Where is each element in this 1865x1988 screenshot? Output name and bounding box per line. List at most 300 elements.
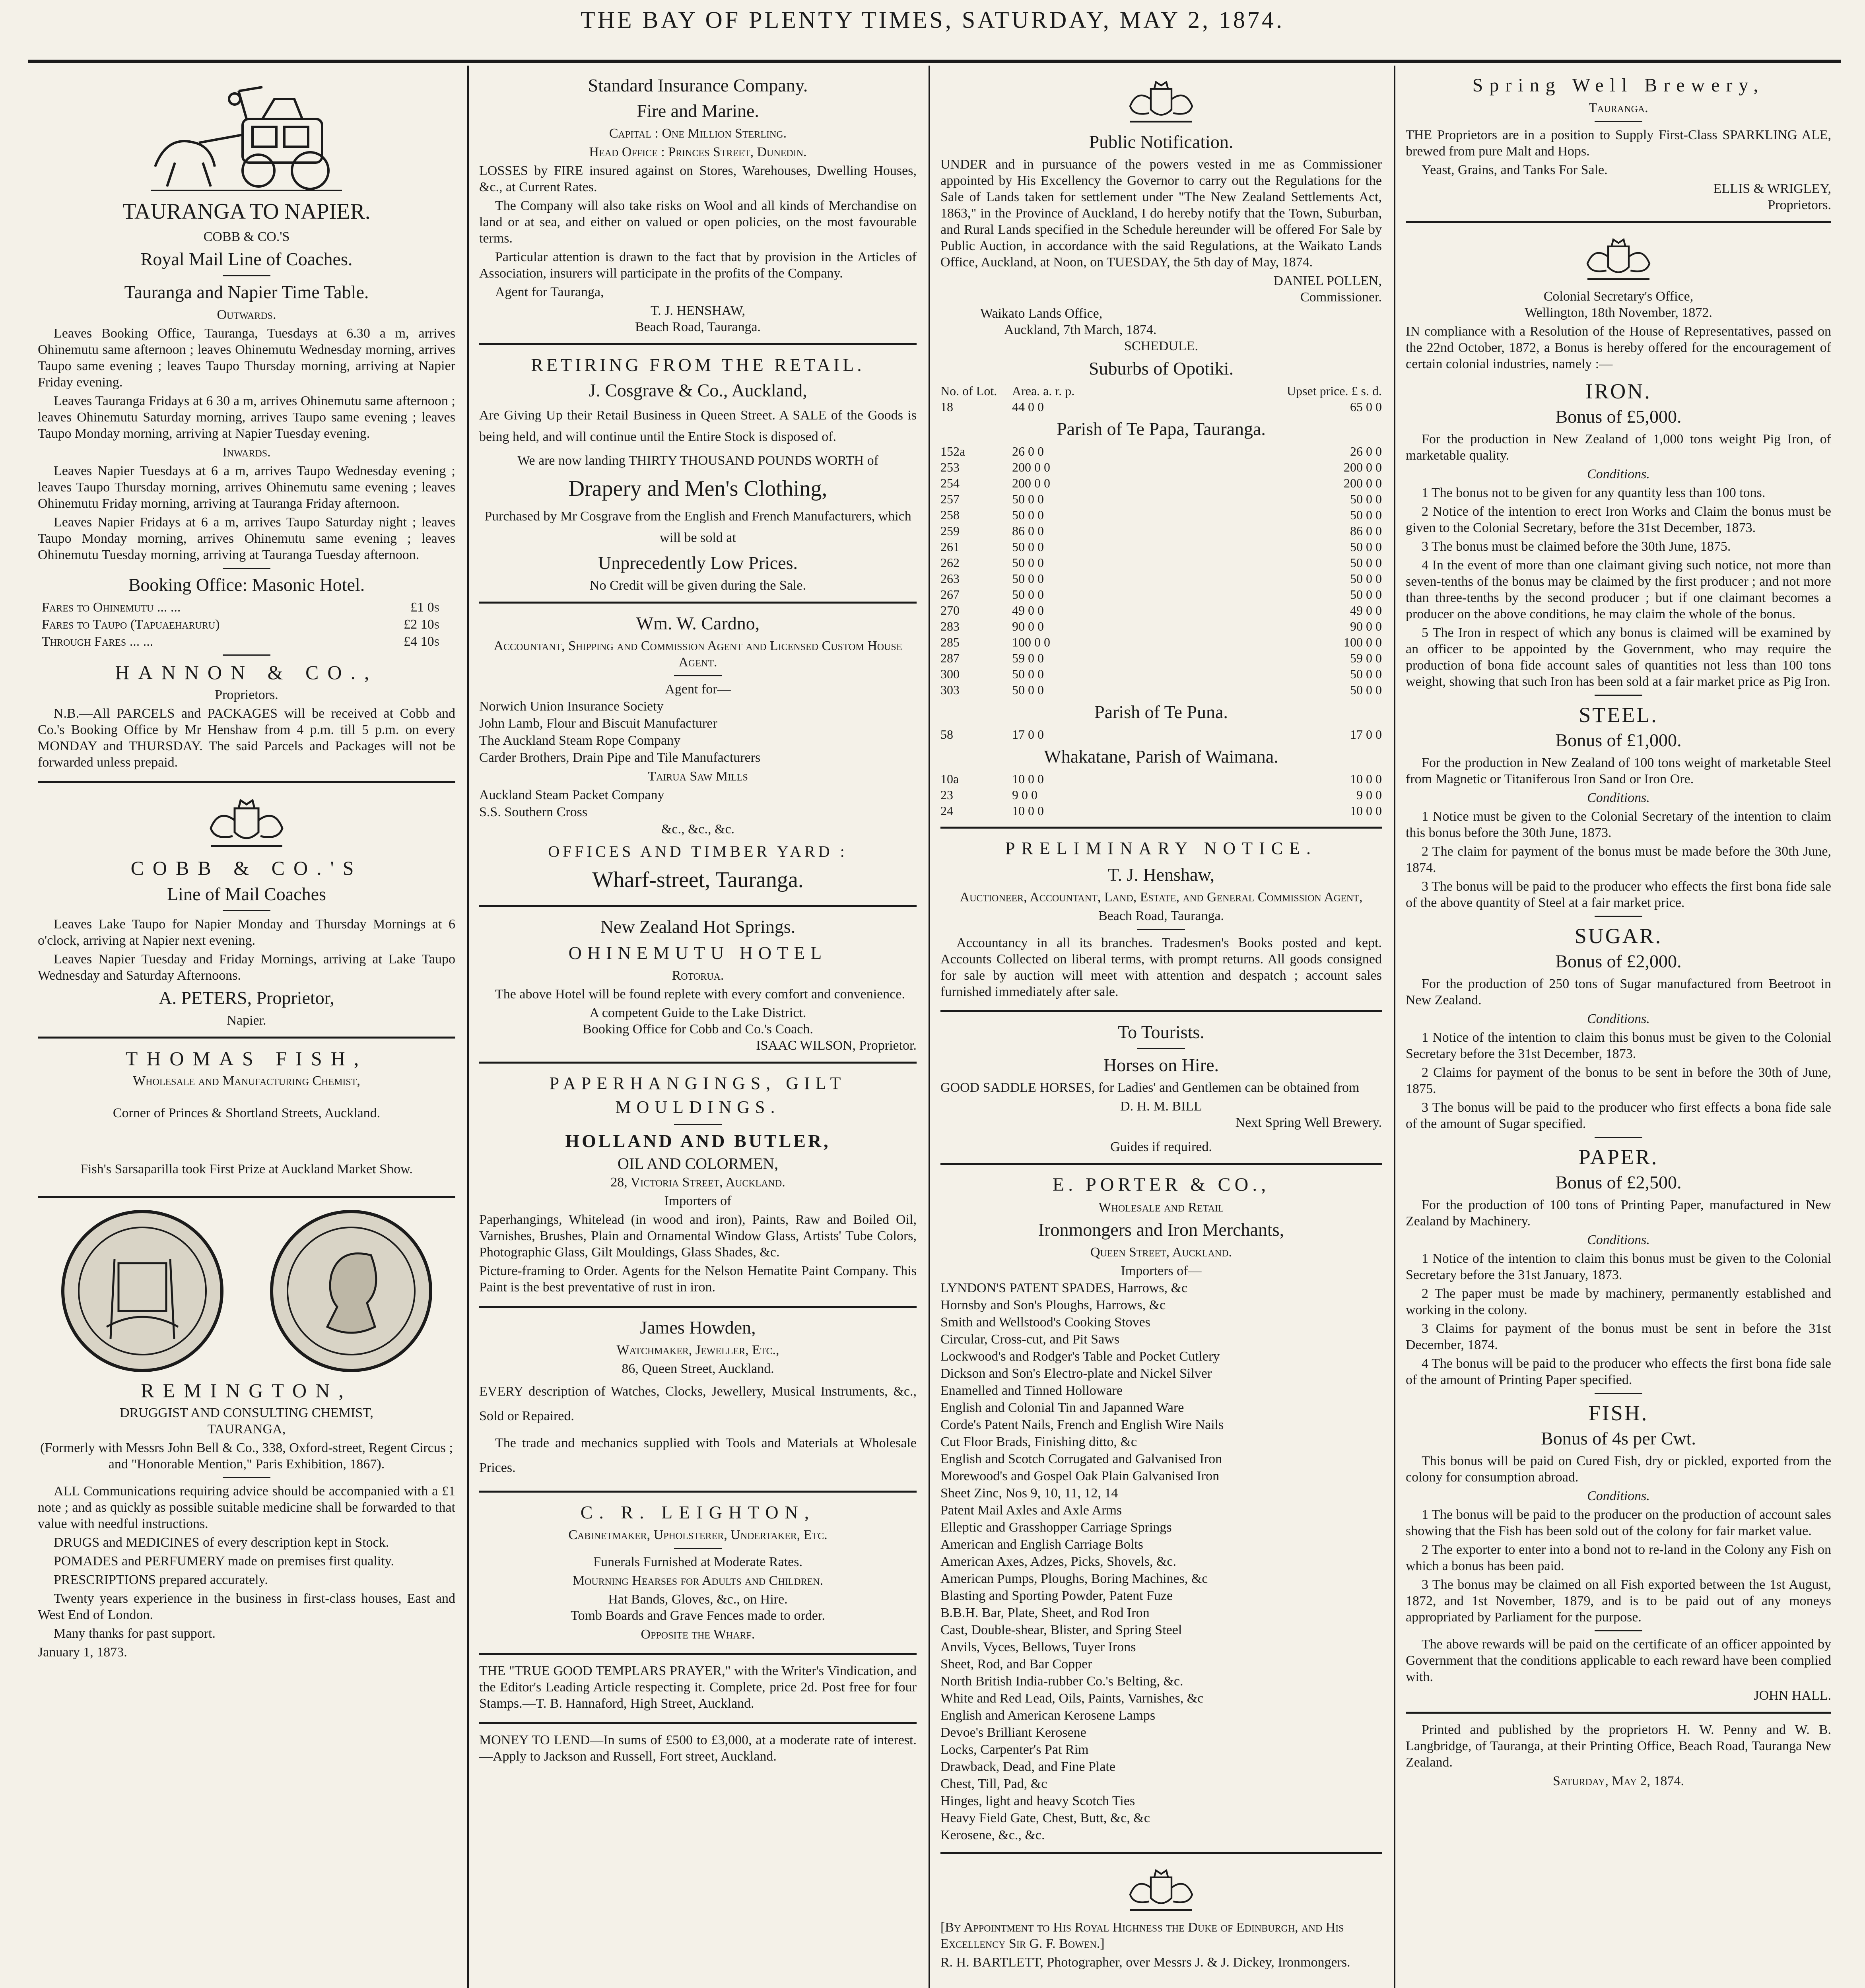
inwards-text: Leaves Napier Fridays at 6 a m, arrives Taupo Saturday night ; leaves Taupo Monday morning, arrives Ohinemutu same evening ; leaves Ohinemutu Tuesday morning, arriving at Tauranga Tuesday afternoon.	[38, 515, 455, 562]
royal-arms-icon	[1571, 233, 1666, 284]
colonial-intro: IN compliance with a Resolution of the House of Representatives, passed on the 22nd October, 1872, a Bonus is hereby offered for the encouragement of certain colonial industries, namely :—	[1406, 324, 1831, 371]
divider	[1595, 916, 1642, 917]
brewery-text: THE Proprietors are in a position to Supply First-Class SPARKLING ALE, brewed from pure Malt and Hops.	[1406, 128, 1831, 159]
hot-springs-title: New Zealand Hot Springs.	[600, 916, 796, 937]
bartlett-appointment: [By Appointment to His Royal Highness the Duke of Edinburgh, and His Excellency Sir G. F. Bowen.]	[940, 1920, 1344, 1951]
lot-price: 50 0 0	[1350, 667, 1382, 681]
royal-arms-icon	[195, 792, 298, 852]
lot-area: 200 0 0	[1012, 460, 1050, 474]
column-4	[1396, 66, 1841, 1988]
coach-owner: COBB & CO.'S	[203, 229, 290, 244]
iron-intro: For the production in New Zealand of 1,000 tons weight Pig Iron, of marketable quality.	[1406, 432, 1831, 463]
schedule-row	[940, 771, 1382, 787]
howden-ad	[479, 1308, 917, 1493]
cobb-mail-place: Napier.	[227, 1013, 266, 1028]
lot-number: 262	[940, 555, 960, 570]
cardno-trade: Accountant, Shipping and Commission Agent and Licensed Custom House Agent.	[493, 639, 902, 670]
leighton-location: Opposite the Wharf.	[641, 1627, 755, 1642]
standard-head-office: Head Office : Princes Street, Dunedin.	[589, 145, 807, 159]
howden-text: The trade and mechanics supplied with Tools and Materials at Wholesale Prices.	[479, 1436, 917, 1475]
lot-price: 86 0 0	[1350, 524, 1382, 538]
schedule-row	[940, 602, 1382, 618]
sugar-condition: 2 Claims for payment of the bonus to be sent in before the 30th of June, 1875.	[1406, 1065, 1831, 1096]
hotel-text: A competent Guide to the Lake District.	[589, 1006, 806, 1020]
public-notification-ad	[940, 66, 1382, 829]
lot-area: 50 0 0	[1012, 540, 1044, 554]
lot-price: 10 0 0	[1350, 804, 1382, 818]
remington-text: Many thanks for past support.	[54, 1626, 216, 1641]
porter-item: North British India-rubber Co.'s Belting, &c.	[940, 1674, 1183, 1689]
howden-address: 86, Queen Street, Auckland.	[622, 1361, 774, 1376]
henshaw-ad	[940, 829, 1382, 1012]
lot-area: 50 0 0	[1012, 508, 1044, 522]
schedule-label: SCHEDULE.	[1124, 339, 1199, 353]
fish-name: THOMAS FISH,	[125, 1047, 368, 1070]
lot-area: 50 0 0	[1012, 555, 1044, 570]
lot-area: 9 0 0	[1012, 788, 1037, 802]
cobb-mail-text: Leaves Napier Tuesday and Friday Mornings, arriving at Lake Taupo Wednesday and Saturday Afternoons.	[38, 952, 455, 983]
holland-trade: OIL AND COLORMEN,	[617, 1155, 779, 1173]
paper-condition: 1 Notice of the intention to claim this bonus must be given to the Colonial Secretary before the 31st January, 1873.	[1406, 1251, 1831, 1282]
standard-title: Standard Insurance Company.	[588, 75, 808, 95]
porter-item: Sheet Zinc, Nos 9, 10, 11, 12, 14	[940, 1486, 1118, 1501]
lot-price: 17 0 0	[1350, 727, 1382, 742]
holland-butler-ad	[479, 1064, 917, 1308]
agency-item: S.S. Southern Cross	[479, 805, 588, 819]
imprint-text: Printed and published by the proprietors H. W. Penny and W. B. Langbridge, of Tauranga, at their Printing Office, Beach Road, Tauranga New Zealand.	[1406, 1722, 1831, 1770]
notification-dated: Auckland, 7th March, 1874.	[1004, 322, 1157, 337]
notification-office: Waikato Lands Office,	[980, 306, 1103, 321]
opotiki-table	[940, 399, 1382, 415]
cobb-mail-text: Leaves Lake Taupo for Napier Monday and Thursday Mornings at 6 o'clock, arriving at Napier next evening.	[38, 917, 455, 948]
howden-name: James Howden,	[640, 1317, 756, 1338]
lot-number: 300	[940, 667, 960, 681]
howden-trade: Watchmaker, Jeweller, Etc.,	[616, 1343, 779, 1357]
holland-address: 28, Victoria Street, Auckland.	[610, 1175, 785, 1190]
cobb-mail-proprietor: A. PETERS, Proprietor,	[159, 988, 334, 1008]
divider	[1595, 1137, 1642, 1138]
porter-item: Patent Mail Axles and Axle Arms	[940, 1503, 1122, 1518]
lot-price: 10 0 0	[1350, 772, 1382, 786]
tourists-ad	[940, 1012, 1382, 1165]
fish-address: Corner of Princes & Shortland Streets, Auckland.	[113, 1106, 381, 1120]
divider	[223, 910, 270, 911]
medal-portrait-icon	[268, 1208, 435, 1375]
fare-row	[42, 599, 439, 615]
cardno-offices: OFFICES AND TIMBER YARD :	[548, 843, 848, 860]
standard-text: The Company will also take risks on Wool and all kinds of Merchandise on land or at sea, and either on valued or open policies, on the most favourable terms.	[479, 198, 917, 246]
brewery-place: Tauranga.	[1589, 101, 1648, 115]
outwards-label: Outwards.	[217, 307, 276, 322]
porter-item: American and English Carriage Bolts	[940, 1537, 1143, 1552]
lot-area: 50 0 0	[1012, 683, 1044, 697]
column-rule	[467, 66, 469, 1988]
cobb-napier-ad	[38, 66, 455, 783]
divider	[1595, 121, 1642, 122]
schedule-row	[940, 634, 1382, 650]
proprietors-label: Proprietors.	[215, 687, 278, 702]
porter-item: English and Colonial Tin and Japanned Ware	[940, 1400, 1184, 1415]
leighton-text: Tomb Boards and Grave Fences made to order.	[571, 1608, 825, 1623]
holland-title: PAPERHANGINGS, GILT MOULDINGS.	[549, 1074, 847, 1117]
schedule-row	[940, 539, 1382, 555]
rewards-text: The above rewards will be paid on the certificate of an officer appointed by Government that the conditions applicable to each reward have been complied with.	[1406, 1637, 1831, 1684]
fish-bonus: Bonus of 4s per Cwt.	[1541, 1428, 1696, 1448]
lot-area: 50 0 0	[1012, 587, 1044, 602]
outwards-text: Leaves Tauranga Fridays at 6 30 a m, arrives Ohinemutu same afternoon ; leaves Ohinemutu Saturday morning, arrives Taupo same evening ; leaves Taupo Monday morning, arriving at Napier Tuesday evening.	[38, 394, 455, 441]
porter-item: Chest, Till, Pad, &c	[940, 1776, 1047, 1791]
paper-intro: For the production of 100 tons of Printing Paper, manufactured in New Zealand by Machinery.	[1406, 1198, 1831, 1229]
henshaw-title: PRELIMINARY NOTICE.	[1005, 839, 1317, 858]
leighton-trade: Cabinetmaker, Upholsterer, Undertaker, Etc.	[568, 1528, 828, 1542]
masthead: THE BAY OF PLENTY TIMES, SATURDAY, MAY 2, 1874.	[580, 7, 1285, 33]
porter-item: Enamelled and Tinned Holloware	[940, 1383, 1123, 1398]
waimana-title: Whakatane, Parish of Waimana.	[1044, 746, 1278, 767]
lot-price: 59 0 0	[1350, 651, 1382, 665]
suburbs-title: Suburbs of Opotiki.	[1088, 358, 1234, 379]
steel-intro: For the production in New Zealand of 100 tons weight of marketable Steel from Magnetic or Titaniferous Iron Sand or Iron Ore.	[1406, 755, 1831, 786]
lot-number: 24	[940, 804, 953, 818]
paper-bonus: Bonus of £2,500.	[1555, 1172, 1682, 1192]
leighton-text: Hat Bands, Gloves, &c., on Hire.	[608, 1592, 788, 1607]
porter-item: Smith and Wellstood's Cooking Stoves	[940, 1315, 1150, 1330]
tourists-guides: Guides if required.	[1110, 1140, 1212, 1154]
agency-item: John Lamb, Flour and Biscuit Manufacturer	[479, 716, 717, 731]
lot-price: 200 0 0	[1344, 460, 1382, 474]
porter-item: English and American Kerosene Lamps	[940, 1708, 1156, 1723]
sugar-bonus: Bonus of £2,000.	[1555, 951, 1682, 971]
lot-number: 258	[940, 508, 960, 522]
standard-text: LOSSES by FIRE insured against on Stores, Warehouses, Dwelling Houses, &c., at Current Rates.	[479, 163, 917, 194]
lot-price: 50 0 0	[1350, 492, 1382, 506]
lot-area: 17 0 0	[1012, 727, 1044, 742]
fish-chemist-ad	[38, 1039, 455, 1198]
fare-row	[42, 633, 439, 650]
lot-price: 9 0 0	[1356, 788, 1382, 802]
column-3	[931, 66, 1392, 1988]
cosgrave-text: Are Giving Up their Retail Business in Queen Street. A SALE of the Goods is being held, and will continue until the Entire Stock is disposed of.	[479, 408, 917, 444]
porter-ad	[940, 1165, 1382, 1854]
cosgrave-goods: Drapery and Men's Clothing,	[568, 476, 828, 501]
column-rule	[929, 66, 930, 1988]
lot-price: 50 0 0	[1350, 587, 1382, 602]
imprint	[1406, 1714, 1831, 1800]
bartlett-ad	[940, 1854, 1382, 1981]
leighton-text: Funerals Furnished at Moderate Rates.	[593, 1555, 802, 1569]
schedule-row	[940, 726, 1382, 742]
porter-item: Kerosene, &c., &c.	[940, 1828, 1045, 1842]
fare-price: £2 10s	[404, 617, 439, 632]
porter-item: Cast, Double-shear, Blister, and Spring Steel	[940, 1623, 1182, 1637]
tourists-address: Next Spring Well Brewery.	[1235, 1115, 1382, 1130]
conditions-label: Conditions.	[1587, 1011, 1650, 1026]
fish-condition: 3 The bonus may be claimed on all Fish exported between the 1st August, 1872, and 1st November, 1879, and is to be paid out of any moneys appropriated by Parliament for the purpose.	[1406, 1577, 1831, 1625]
fare-label: Fares to Taupo (Tapuaeharuru)	[42, 617, 220, 632]
cardno-wharf: Wharf-street, Tauranga.	[592, 868, 804, 892]
iron-title: IRON.	[1585, 379, 1651, 403]
porter-item: Drawback, Dead, and Fine Plate	[940, 1759, 1115, 1774]
te-papa-table	[940, 443, 1382, 698]
porter-title: Ironmongers and Iron Merchants,	[1038, 1219, 1284, 1240]
lot-price: 50 0 0	[1350, 555, 1382, 570]
fish-intro: This bonus will be paid on Cured Fish, dry or pickled, exported from the colony for consumption abroad.	[1406, 1454, 1831, 1485]
coach-title: TAURANGA TO NAPIER.	[122, 199, 371, 224]
money-ad	[479, 1724, 917, 1775]
templars-ad	[479, 1655, 917, 1724]
bonus-notice-ad	[1406, 223, 1831, 1714]
column-rule	[1394, 66, 1395, 1988]
lot-price: 200 0 0	[1344, 476, 1382, 490]
schedule-row	[940, 459, 1382, 475]
lot-price: 50 0 0	[1350, 508, 1382, 522]
proprietors-name: HANNON & CO.,	[115, 661, 378, 683]
lot-number: 23	[940, 788, 953, 802]
henshaw-address: Beach Road, Tauranga.	[1098, 909, 1224, 923]
porter-item: Hinges, light and heavy Scotch Ties	[940, 1794, 1135, 1808]
sugar-title: SUGAR.	[1574, 924, 1663, 948]
brewery-role: Proprietors.	[1768, 198, 1831, 212]
schedule-row	[940, 650, 1382, 666]
lot-price: 65 0 0	[1350, 400, 1382, 414]
holland-text: Picture-framing to Order. Agents for the Nelson Hematite Paint Company. This Paint is the best preventative of rust in iron.	[479, 1264, 917, 1295]
porter-item: American Pumps, Ploughs, Boring Machines, &c	[940, 1571, 1208, 1586]
remington-formerly: (Formerly with Messrs John Bell & Co., 338, Oxford-street, Regent Circus ; and "Honorable Mention," Paris Exhibition, 1867).	[40, 1441, 453, 1472]
notification-body: UNDER and in pursuance of the powers vested in me as Commissioner appointed by His Excellency the Governor to carry out the Regulations for the Sale of Lands taken for settlement under "The New Zealand Settlements Act, 1863," in the Province of Auckland, I do hereby notify that the Town, Suburban, and Rural Lands specified in the Schedule hereunder will be offered For Sale by Public Auction, in accordance with the said Regulations, at the Waikato Lands Office, Auckland, at Noon, on TUESDAY, the 5th day of May, 1874.	[940, 157, 1382, 270]
henshaw-body: Accountancy in all its branches. Tradesmen's Books posted and kept. Accounts Collected on liberal terms, with prompt returns. All goods consigned for sale by auction will meet with attention and despatch ; account sales furnished immediately after sale.	[940, 936, 1382, 999]
lot-area: 44 0 0	[1012, 400, 1044, 414]
schedule-header	[940, 383, 1382, 399]
schedule-row	[940, 803, 1382, 819]
porter-item: Circular, Cross-cut, and Pit Saws	[940, 1332, 1120, 1347]
cobb-mail-line: Line of Mail Coaches	[167, 884, 326, 904]
porter-item: Cut Floor Brads, Finishing ditto, &c	[940, 1435, 1137, 1449]
sugar-condition: 1 Notice of the intention to claim this bonus must be given to the Colonial Secretary before the 31st December, 1873.	[1406, 1030, 1831, 1061]
henshaw-trade: Auctioneer, Accountant, Land, Estate, and General Commission Agent,	[960, 890, 1363, 905]
cosgrave-credit: No Credit will be given during the Sale.	[590, 578, 806, 593]
porter-item: Lockwood's and Rodger's Table and Pocket Cutlery	[940, 1349, 1220, 1364]
agency-item: Tairua Saw Mills	[648, 769, 748, 784]
lot-area: 90 0 0	[1012, 619, 1044, 633]
tourists-name: D. H. M. BILL	[1120, 1099, 1202, 1114]
remington-text: DRUGS and MEDICINES of every description kept in Stock.	[54, 1535, 389, 1550]
hotel-name: OHINEMUTU HOTEL	[568, 943, 828, 963]
cardno-agent-for: Agent for—	[665, 682, 731, 697]
sugar-condition: 3 The bonus will be paid to the producer who first effects a bona fide sale of the amount of Sugar specified.	[1406, 1100, 1831, 1131]
lot-number: 257	[940, 492, 960, 506]
conditions-label: Conditions.	[1587, 790, 1650, 805]
porter-item: Elleptic and Grasshopper Carriage Springs	[940, 1520, 1172, 1535]
paper-condition: 2 The paper must be made by machinery, permanently established and working in the colony.	[1406, 1286, 1831, 1317]
nb-notice: N.B.—All PARCELS and PACKAGES will be received at Cobb and Co.'s Booking Office by Mr Henshaw from 4 p.m. till 5 p.m. on every MONDAY and THURSDAY. The said Parcels and Packages will not be forwarded unless prepaid.	[38, 706, 455, 770]
divider	[1595, 1630, 1642, 1631]
brewery-ad	[1406, 66, 1831, 223]
royal-arms-icon	[1113, 75, 1209, 127]
lot-price: 50 0 0	[1350, 683, 1382, 697]
cosgrave-name: J. Cosgrave & Co., Auckland,	[589, 380, 807, 400]
leighton-text: Mourning Hearses for Adults and Children.	[572, 1573, 824, 1588]
standard-agent: Agent for Tauranga,	[495, 285, 604, 299]
brewery-name: ELLIS & WRIGLEY,	[1713, 181, 1831, 196]
porter-item: Devoe's Brilliant Kerosene	[940, 1725, 1086, 1740]
medals	[38, 1208, 455, 1375]
lot-price: 50 0 0	[1350, 571, 1382, 586]
lot-number: 287	[940, 651, 960, 665]
fare-label: Through Fares ... ...	[42, 634, 153, 649]
fish-trade: Wholesale and Manufacturing Chemist,	[133, 1074, 360, 1088]
steel-condition: 3 The bonus will be paid to the producer who effects the first bona fide sale of the above quantity of Steel at a fair market price.	[1406, 879, 1831, 910]
imprint-date: Saturday, May 2, 1874.	[1552, 1774, 1684, 1788]
leighton-name: C. R. LEIGHTON,	[580, 1502, 816, 1522]
divider	[674, 1548, 722, 1549]
hotel-text: Booking Office for Cobb and Co.'s Coach.	[583, 1022, 813, 1037]
steel-condition: 2 The claim for payment of the bonus must be made before the 30th June, 1874.	[1406, 844, 1831, 875]
header-area: Area. a. r. p.	[1012, 384, 1075, 398]
lot-number: 259	[940, 524, 960, 538]
cardno-name: Wm. W. Cardno,	[636, 613, 760, 633]
masthead-rule	[28, 60, 1841, 63]
lot-number: 261	[940, 540, 960, 554]
schedule-row	[940, 555, 1382, 571]
column-1	[28, 66, 465, 1988]
paper-condition: 4 The bonus will be paid to the producer who effects the first bona fide sale of the amount of Printing Paper specified.	[1406, 1356, 1831, 1387]
schedule-row	[940, 475, 1382, 491]
agency-item: Carder Brothers, Drain Pipe and Tile Manufacturers	[479, 750, 761, 765]
notification-role: Commissioner.	[1300, 290, 1382, 305]
lot-number: 285	[940, 635, 960, 649]
remington-ad	[38, 1198, 455, 1671]
iron-condition: 3 The bonus must be claimed before the 30th June, 1875.	[1422, 539, 1731, 554]
porter-item-list	[940, 1280, 1382, 1843]
fare-label: Fares to Ohinemutu ... ...	[42, 600, 181, 615]
lot-number: 270	[940, 603, 960, 617]
cobb-mail-ad	[38, 783, 455, 1039]
remington-text: ALL Communications requiring advice should be accompanied with a £1 note ; and as quickly as possible suitable medicine shall be forwarded to that value with needful instructions.	[38, 1484, 455, 1531]
sugar-intro: For the production of 250 tons of Sugar manufactured from Beetroot in New Zealand.	[1406, 977, 1831, 1008]
header-lot: No. of Lot.	[940, 384, 997, 398]
cobb-mail-title: COBB & CO.'S	[130, 857, 363, 879]
fare-price: £4 10s	[404, 634, 439, 649]
lot-price: 49 0 0	[1350, 603, 1382, 617]
agency-item: &c., &c., &c.	[661, 822, 735, 837]
divider	[1595, 695, 1642, 696]
fare-row	[42, 616, 439, 633]
lot-number: 18	[940, 400, 953, 414]
royal-arms-icon	[1113, 1864, 1209, 1915]
conditions-label: Conditions.	[1587, 1489, 1650, 1503]
lot-number: 254	[940, 476, 960, 490]
lot-area: 26 0 0	[1012, 444, 1044, 458]
lot-area: 10 0 0	[1012, 804, 1044, 818]
lot-area: 49 0 0	[1012, 603, 1044, 617]
porter-item: Heavy Field Gate, Chest, Butt, &c, &c	[940, 1811, 1150, 1825]
porter-item: Dickson and Son's Electro-plate and Nickel Silver	[940, 1366, 1212, 1381]
tourists-body: GOOD SADDLE HORSES, for Ladies' and Gentlemen can be obtained from	[940, 1080, 1360, 1095]
leighton-ad	[479, 1493, 917, 1655]
hotel-place: Rotorua.	[672, 968, 724, 983]
divider	[223, 568, 270, 569]
timetable-title: Tauranga and Napier Time Table.	[124, 282, 369, 302]
cosgrave-text: Purchased by Mr Cosgrave from the English and French Manufacturers, which will be sold at	[484, 509, 911, 545]
standard-agent-address: Beach Road, Tauranga.	[635, 320, 761, 334]
inwards-text: Leaves Napier Tuesdays at 6 a m, arrives Taupo Wednesday evening ; leaves Taupo Thursday morning, arrives Ohinemutu same evening ; leaves Ohinemutu Friday morning, arriving at Tauranga Friday afternoon.	[38, 464, 455, 511]
waimana-table	[940, 771, 1382, 819]
coach-service: Royal Mail Line of Coaches.	[140, 249, 353, 269]
porter-trade: Wholesale and Retail	[1098, 1200, 1224, 1215]
hotel-text: The above Hotel will be found replete with every comfort and convenience.	[495, 987, 905, 1002]
cosgrave-ad	[479, 345, 917, 604]
schedule-row	[940, 491, 1382, 507]
templars-text: THE "TRUE GOOD TEMPLARS PRAYER," with the Writer's Vindication, and the Editor's Leading Article respecting it. Complete, price 2d. Post free for four Stamps.—T. B. Hannaford, High Street, Auckland.	[479, 1664, 917, 1711]
standard-capital: Capital : One Million Sterling.	[609, 126, 787, 141]
lot-price: 26 0 0	[1350, 444, 1382, 458]
porter-item: LYNDON'S PATENT SPADES, Harrows, &c	[940, 1281, 1188, 1295]
brewery-text: Yeast, Grains, and Tanks For Sale.	[1422, 163, 1608, 177]
porter-item: Sheet, Rod, and Bar Copper	[940, 1657, 1092, 1672]
lot-area: 200 0 0	[1012, 476, 1050, 490]
divider	[1137, 1048, 1185, 1049]
medal-reverse-icon	[59, 1208, 226, 1375]
divider	[1595, 1393, 1642, 1394]
lot-number: 267	[940, 587, 960, 602]
porter-item: Anvils, Vyces, Bellows, Tuyer Irons	[940, 1640, 1136, 1654]
porter-name: E. PORTER & CO.,	[1052, 1174, 1270, 1195]
schedule-row	[940, 666, 1382, 682]
porter-item: Blasting and Sporting Powder, Patent Fuze	[940, 1588, 1173, 1603]
remington-place: TAURANGA,	[207, 1422, 286, 1437]
lot-number: 253	[940, 460, 960, 474]
standard-sub: Fire and Marine.	[637, 101, 759, 121]
steel-condition: 1 Notice must be given to the Colonial Secretary of the intention to claim this bonus before the 30th June, 1873.	[1406, 809, 1831, 840]
iron-condition: 4 In the event of more than one claimant giving such notice, not more than seven-tenths of the bonus may be claimed by the first producer ; and not more than three-tenths by the second producer ; but if one claimant becomes a producer on the above conditions, he may claim the whole of the bonus.	[1406, 558, 1831, 621]
tourists-sub: Horses on Hire.	[1103, 1055, 1219, 1075]
schedule-row	[940, 507, 1382, 523]
lot-price: 50 0 0	[1350, 540, 1382, 554]
schedule-row	[940, 586, 1382, 602]
lot-number: 283	[940, 619, 960, 633]
fish-condition: 1 The bonus will be paid to the producer on the production of account sales showing that the Fish has been sold out of the colony for fair market value.	[1406, 1507, 1831, 1538]
te-puna-title: Parish of Te Puna.	[1094, 702, 1228, 722]
te-puna-table	[940, 726, 1382, 742]
iron-bonus: Bonus of £5,000.	[1555, 406, 1682, 427]
schedule-row	[940, 571, 1382, 586]
lot-area: 10 0 0	[1012, 772, 1044, 786]
conditions-label: Conditions.	[1587, 467, 1650, 481]
lot-area: 86 0 0	[1012, 524, 1044, 538]
paper-title: PAPER.	[1578, 1145, 1659, 1169]
notification-title: Public Notification.	[1089, 132, 1234, 152]
fish-condition: 2 The exporter to enter into a bond not to re-land in the Colony any Fish on which a bonus has been paid.	[1406, 1542, 1831, 1573]
schedule-row	[940, 443, 1382, 459]
lot-area: 100 0 0	[1012, 635, 1050, 649]
notification-signed: DANIEL POLLEN,	[1273, 274, 1382, 288]
standard-text: Particular attention is drawn to the fact that by provision in the Articles of Association, insurers will participate in the profits of the Company.	[479, 250, 917, 281]
booking-office: Booking Office: Masonic Hotel.	[128, 575, 365, 595]
header-price: Upset price. £ s. d.	[1286, 384, 1382, 398]
column-2	[469, 66, 927, 1988]
remington-name: REMINGTON,	[141, 1379, 352, 1402]
agency-item: The Auckland Steam Rope Company	[479, 733, 681, 748]
bartlett-body: R. H. BARTLETT, Photographer, over Messrs J. & J. Dickey, Ironmongers.	[940, 1955, 1350, 1970]
fare-price: £1 0s	[410, 600, 439, 615]
remington-text: Twenty years experience in the business in first-class houses, East and West End of London.	[38, 1591, 455, 1622]
porter-address: Queen Street, Auckland.	[1090, 1245, 1232, 1260]
divider	[674, 1124, 722, 1125]
howden-text: EVERY description of Watches, Clocks, Jewellery, Musical Instruments, &c., Sold or Repaired.	[479, 1384, 917, 1423]
signed-name: JOHN HALL.	[1754, 1688, 1831, 1703]
steel-bonus: Bonus of £1,000.	[1555, 730, 1682, 750]
lot-area: 59 0 0	[1012, 651, 1044, 665]
steel-title: STEEL.	[1579, 703, 1658, 727]
